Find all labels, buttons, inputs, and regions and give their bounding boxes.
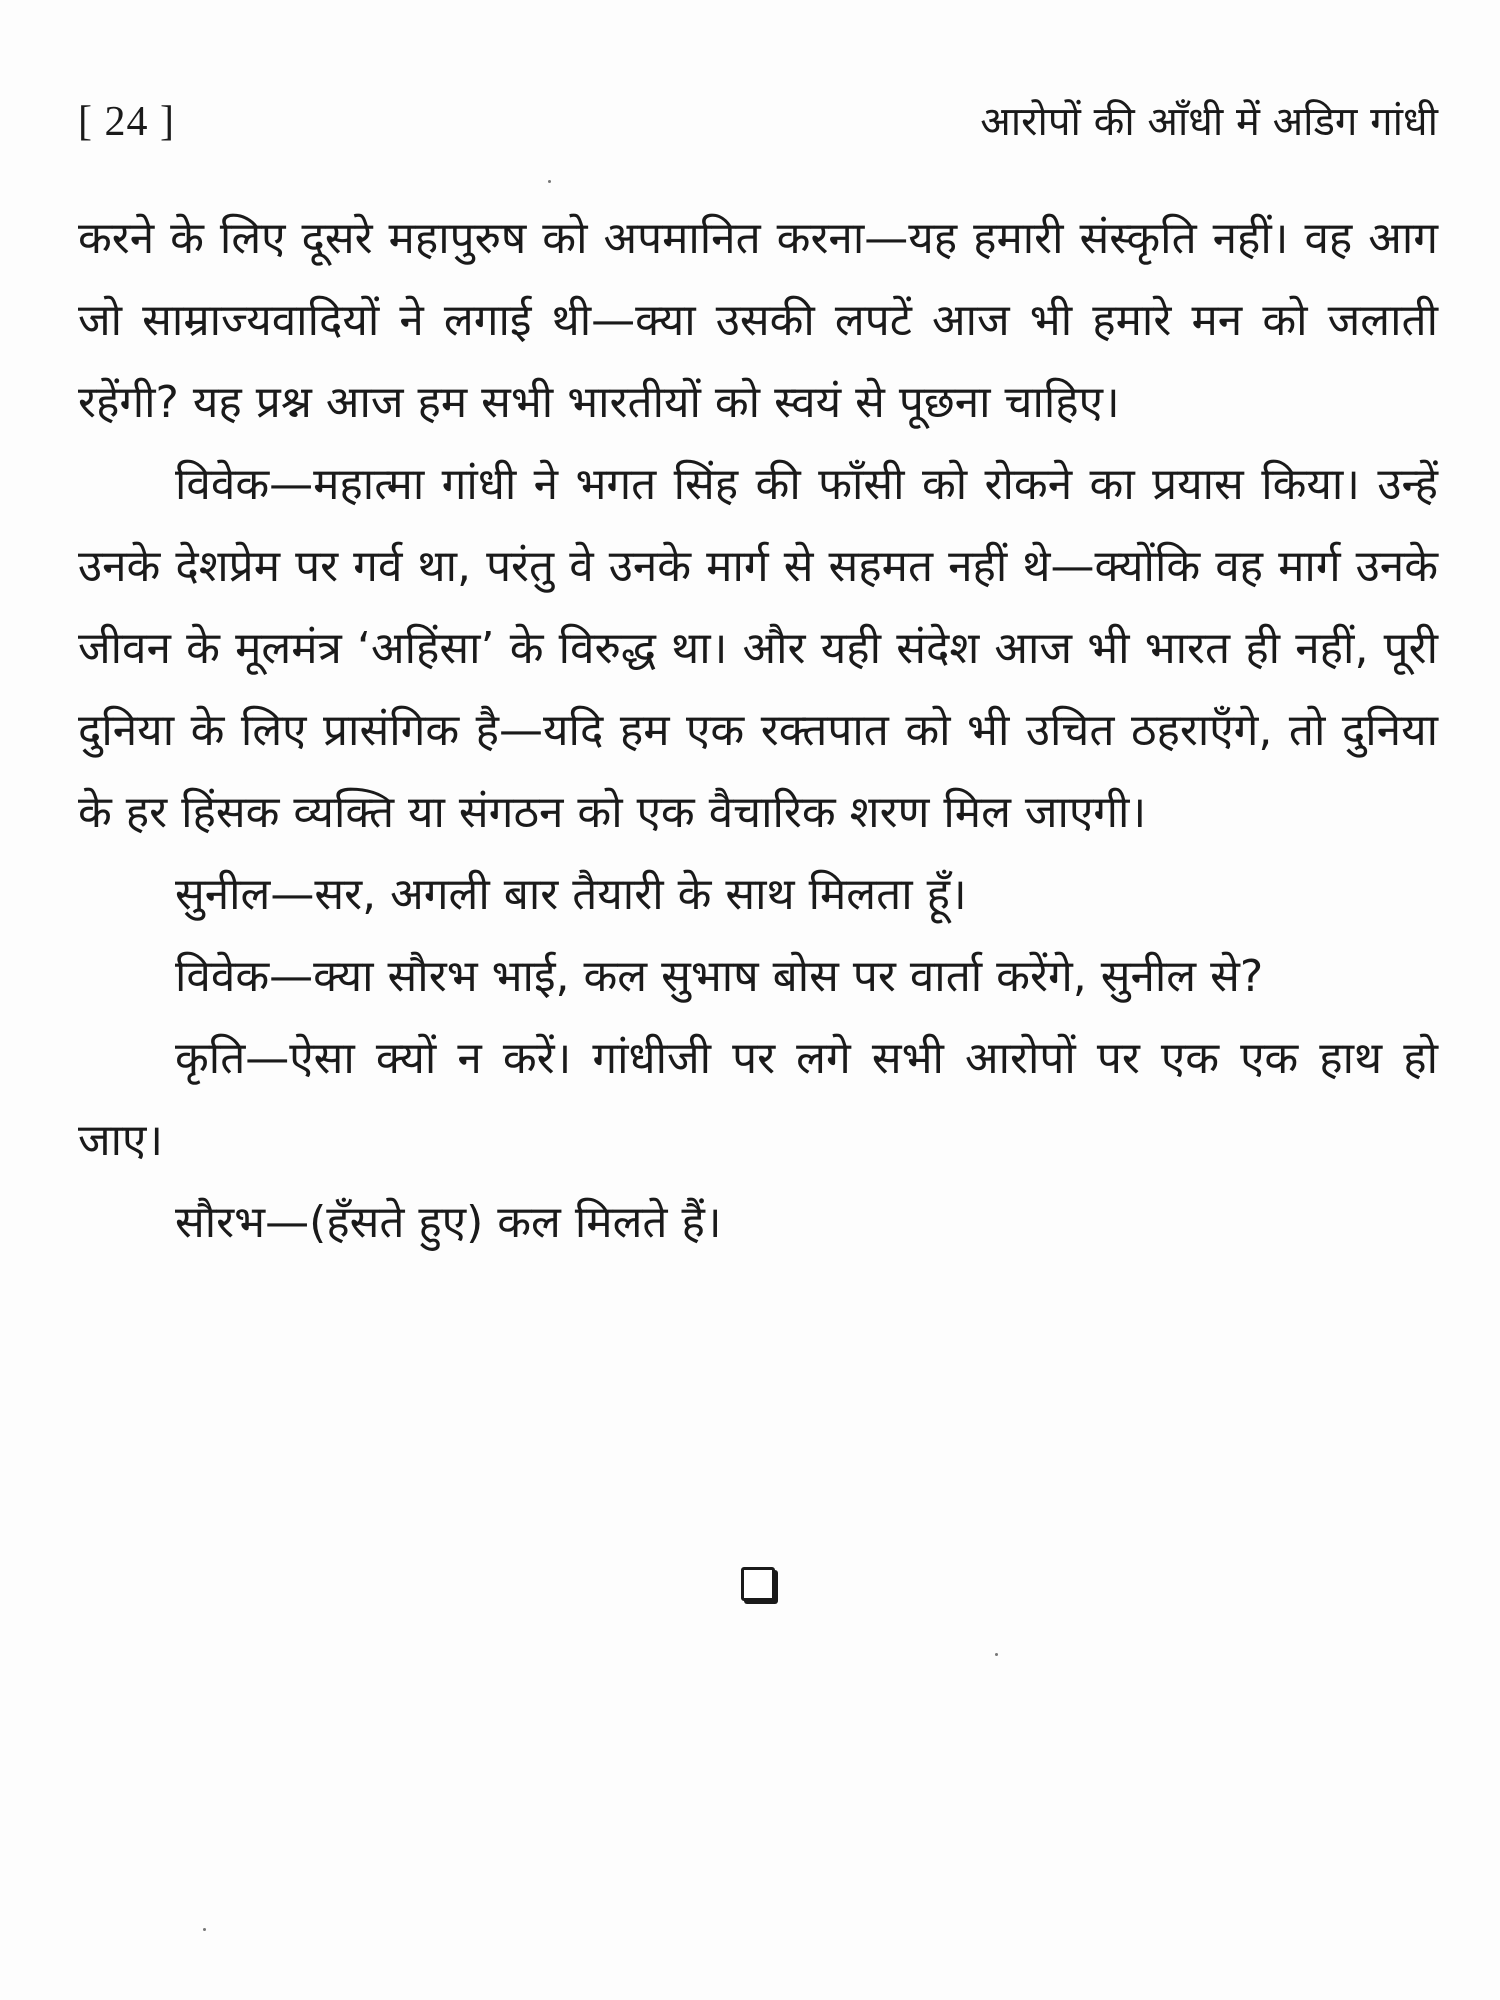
running-header (78, 92, 1438, 152)
paragraph-kriti: कृति—ऐसा क्यों न करें। गांधीजी पर लगे सभी आरोपों पर एक एक हाथ हो जाए। (78, 1033, 1438, 1166)
paragraph-vivek-reply: विवेक—महात्मा गांधी ने भगत सिंह की फाँसी को रोकने का प्रयास किया। उन्हें उनके देशप्रेम पर गर्व था, परंतु वे उनके मार्ग से सहमत नहीं थे—क्योंकि वह मार्ग उनके जीवन के मूलमंत्र ‘अहिंसा’ के विरुद्ध था। और यही संदेश आज भी भारत ही नहीं, पूरी दुनिया के लिए प्रासंगिक है—यदि हम एक रक्तपात को भी उचित ठहराएँगे, तो दुनिया के हर हिंसक व्यक्ति या संगठन को एक वैचारिक शरण मिल जाएगी। (78, 459, 1438, 838)
scan-speck (995, 1653, 998, 1656)
running-title: आरोपों की आँधी में अडिग गांधी (980, 99, 1438, 145)
body-text (78, 198, 1438, 1264)
paragraph-sunil: सुनील—सर, अगली बार तैयारी के साथ मिलता हूँ। (175, 869, 967, 920)
paragraph-continued: करने के लिए दूसरे महापुरुष को अपमानित करना—यह हमारी संस्कृति नहीं। वह आग जो साम्राज्यवादियों ने लगाई थी—क्या उसकी लपटें आज भी हमारे मन को जलाती रहेंगी? यह प्रश्न आज हम सभी भारतीयों को स्वयं से पूछना चाहिए। (78, 213, 1438, 428)
scan-speck (203, 1928, 206, 1931)
page-number: [ 24 ] (78, 99, 175, 145)
scan-speck (548, 180, 551, 183)
square-end-mark-icon (741, 1567, 775, 1601)
paragraph-saurabh: सौरभ—(हँसते हुए) कल मिलते हैं। (175, 1197, 722, 1248)
paragraph-vivek-question: विवेक—क्या सौरभ भाई, कल सुभाष बोस पर वार्ता करेंगे, सुनील से? (175, 951, 1264, 1002)
